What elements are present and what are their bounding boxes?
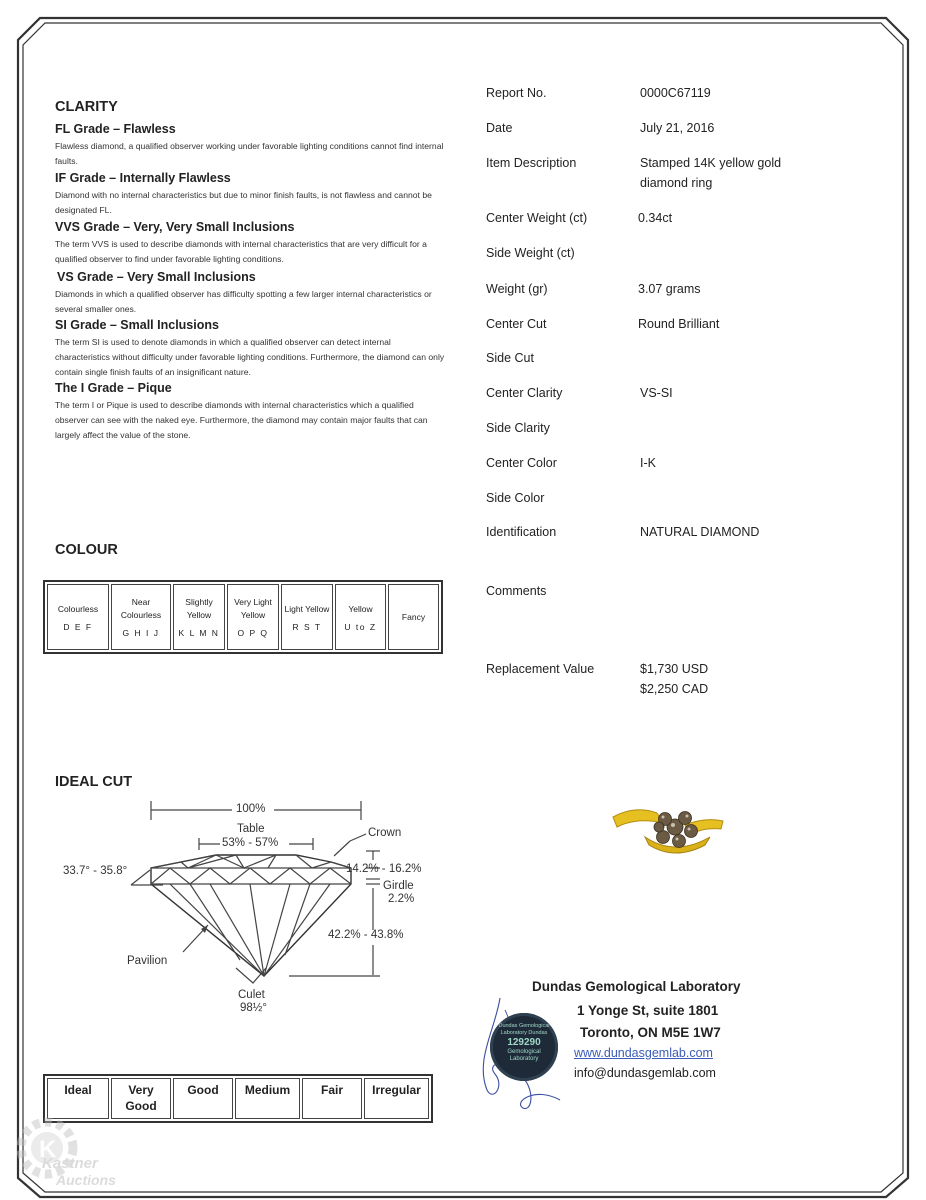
cut-grade-very-good: Very Good	[111, 1078, 171, 1119]
field-value-center-weight: 0.34ct	[638, 211, 673, 225]
colour-cell-scale: D E F	[63, 621, 93, 632]
cut-grade-ideal: Ideal	[47, 1078, 109, 1119]
seal-text-line2: Laboratory Dundas	[500, 1030, 548, 1036]
seal-text-line3: Gemological	[507, 1049, 541, 1055]
colour-cell-name: Very Light Yellow	[234, 597, 272, 620]
cut-grade-medium: Medium	[235, 1078, 300, 1119]
colour-cell-name: Slightly Yellow	[185, 597, 213, 620]
colour-cell-name: Colourless	[57, 603, 99, 614]
field-label-side-clarity: Side Clarity	[486, 421, 550, 435]
field-label-side-cut: Side Cut	[486, 351, 534, 365]
lab-website-link[interactable]: www.dundasgemlab.com	[574, 1046, 713, 1060]
label-table: Table	[237, 823, 265, 835]
field-label-comments: Comments	[486, 584, 547, 598]
field-label-identification: Identification	[486, 525, 557, 539]
label-girdle: Girdle	[383, 880, 414, 892]
grade-title-vvs: VVS Grade – Very, Very Small Inclusions	[55, 220, 295, 234]
grade-title-i: The I Grade – Pique	[55, 381, 172, 395]
colour-cell-scale: G H I J	[122, 628, 160, 638]
field-label-replacement-value: Replacement Value	[486, 662, 595, 676]
label-crown: Crown	[368, 827, 402, 839]
label-crown-height: 14.2% - 16.2%	[346, 863, 422, 875]
colour-heading: COLOUR	[55, 542, 118, 558]
field-label-date: Date	[486, 121, 513, 135]
grade-desc-si: The term SI is used to denote diamonds in which a qualified observer can detect internal characteristics without difficulty under favorable lighting conditions. Furthermore, the diamond can only contain single finish faults of an insignificant nature.	[55, 337, 445, 377]
cut-grade-good: Good	[173, 1078, 233, 1119]
watermark-text-line1: Kastner	[42, 1155, 98, 1172]
lab-address-line2: Toronto, ON M5E 1W7	[580, 1025, 721, 1040]
field-value-item-description: Stamped 14K yellow gold diamond ring	[640, 156, 782, 190]
grade-desc-fl: Flawless diamond, a qualified observer working under favorable lighting conditions cannot find internal faults.	[55, 141, 444, 166]
field-value-replacement-usd: $1,730 USD	[640, 662, 709, 676]
lab-name: Dundas Gemological Laboratory	[532, 979, 741, 994]
label-table-range: 53% - 57%	[222, 837, 279, 849]
grade-desc-vs: Diamonds in which a qualified observer has difficulty spotting a few larger internal characteristics or several smaller ones.	[55, 289, 432, 314]
field-label-center-weight: Center Weight (ct)	[486, 211, 588, 225]
colour-cell-name: Fancy	[401, 611, 426, 622]
clarity-heading: CLARITY	[55, 99, 118, 115]
lab-seal-stamp	[490, 1013, 558, 1081]
field-value-date: July 21, 2016	[640, 121, 715, 135]
field-value-center-clarity: VS-SI	[640, 386, 673, 400]
label-culet: Culet	[238, 989, 265, 1001]
grade-desc-vvs: The term VVS is used to describe diamonds with internal characteristics that are very difficult for a qualified observer to find under favorable lighting conditions.	[55, 239, 427, 264]
lab-email: info@dundasgemlab.com	[574, 1066, 716, 1080]
field-label-side-weight: Side Weight (ct)	[486, 246, 575, 260]
colour-cell-name: Yellow	[348, 603, 373, 614]
ideal-cut-heading: IDEAL CUT	[55, 774, 133, 790]
grade-title-if: IF Grade – Internally Flawless	[55, 171, 231, 185]
colour-cell-scale: U to Z	[344, 621, 377, 632]
label-total-width: 100%	[236, 803, 266, 815]
field-value-identification: NATURAL DIAMOND	[640, 525, 760, 539]
colour-cell-scale: O P Q	[237, 628, 269, 638]
auction-watermark-logo	[12, 1113, 142, 1193]
watermark-text-line2: Auctions	[56, 1172, 116, 1188]
field-value-report-no: 0000C67119	[640, 86, 711, 100]
grade-title-si: SI Grade – Small Inclusions	[55, 318, 219, 332]
grade-desc-if: Diamond with no internal characteristics but due to minor finish faults, is not flawless and cannot be designated FL.	[55, 190, 432, 215]
field-label-center-cut: Center Cut	[486, 317, 547, 331]
ring-photo	[605, 795, 735, 865]
colour-cell-name: Light Yellow	[284, 603, 330, 614]
field-value-center-cut: Round Brilliant	[638, 317, 720, 331]
field-value-center-color: I-K	[640, 456, 656, 470]
label-crown-angle: 33.7° - 35.8°	[63, 865, 128, 877]
grade-title-vs: VS Grade – Very Small Inclusions	[57, 270, 256, 284]
svg-text:K: K	[39, 1136, 57, 1163]
grade-desc-i: The term I or Pique is used to describe diamonds with internal characteristics which a qualified observer can see with the naked eye. Furthermore, the diamond may contain major faults that can largely affect the value of the stone.	[55, 400, 428, 440]
colour-cell-name: Near Colourless	[120, 597, 162, 620]
colour-cell-scale: K L M N	[178, 628, 220, 638]
seal-text-line4: Laboratory	[509, 1056, 539, 1062]
field-label-weight-gr: Weight (gr)	[486, 282, 548, 296]
colour-cell-scale: R S T	[292, 621, 322, 632]
label-pavilion-depth: 42.2% - 43.8%	[328, 929, 404, 941]
field-label-center-color: Center Color	[486, 456, 557, 470]
label-girdle-pct: 2.2%	[388, 893, 415, 905]
label-pavilion: Pavilion	[127, 955, 168, 967]
grade-title-fl: FL Grade – Flawless	[55, 122, 176, 136]
field-label-center-clarity: Center Clarity	[486, 386, 563, 400]
field-label-side-color: Side Color	[486, 491, 545, 505]
cut-grade-irregular: Irregular	[364, 1078, 429, 1119]
lab-address-line1: 1 Yonge St, suite 1801	[577, 1003, 719, 1018]
field-label-report-no: Report No.	[486, 86, 547, 100]
label-culet-angle: 98½°	[240, 1002, 267, 1014]
field-label-item-description: Item Description	[486, 156, 577, 170]
field-value-weight-gr: 3.07 grams	[638, 282, 701, 296]
field-value-replacement-cad: $2,250 CAD	[640, 682, 709, 696]
seal-number: 129290	[507, 1037, 541, 1048]
seal-text-line1: Dundas Gemological	[498, 1023, 550, 1029]
cut-grade-fair: Fair	[302, 1078, 362, 1119]
